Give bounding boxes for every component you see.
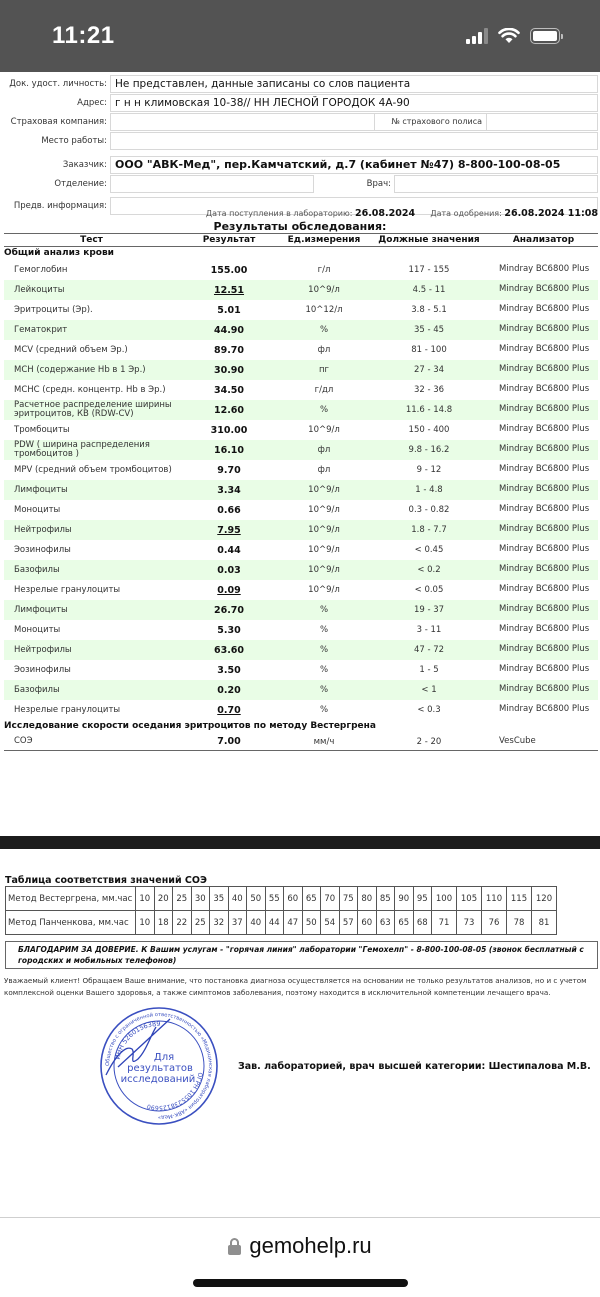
result-row [4,680,598,700]
insurance-field [110,113,375,131]
esr-value: 47 [284,911,303,935]
esr-value: 81 [532,911,557,935]
reference-range: 4.5 - 11 [412,285,446,295]
analyzer: Mindray BC6800 Plus [499,504,590,515]
unit: % [319,405,329,415]
esr-row [6,911,557,935]
result-value: 0.66 [217,504,241,516]
reference-range: 11.6 - 14.8 [405,405,453,415]
analyzer: Mindray BC6800 Plus [499,684,590,695]
result-row [4,600,598,620]
esr-value: 71 [432,911,457,935]
test-name: Нейтрофилы [14,644,72,655]
department-row [0,175,600,193]
esr-value: 110 [482,887,507,911]
lock-icon [228,1238,241,1255]
result-row [4,560,598,580]
result-value [179,285,279,296]
test-name: MCH (содержание Hb в 1 Эр.) [14,364,146,375]
cellular-signal-icon [466,28,488,44]
workplace-row [0,132,600,150]
policy-label: № страхового полиса [375,113,487,131]
result-row [4,620,598,640]
result-value: 30.90 [213,364,245,376]
status-bar [0,0,600,72]
esr-value: 80 [358,887,377,911]
unit: 10^9/л [308,285,340,295]
test-name: Эритроциты (Эр). [14,304,93,315]
department-label: Отделение: [54,179,107,189]
approved-date: 26.08.2024 11:08 [504,208,598,219]
patient-info [0,75,600,216]
test-name: СОЭ [14,736,33,746]
header-unit: Ед.измерения [287,235,361,245]
reference-range: 35 - 45 [413,325,445,335]
url-text[interactable]: gemohelp.ru [249,1233,372,1258]
analyzer: Mindray BC6800 Plus [499,484,590,495]
reference-range: 9.8 - 16.2 [408,445,450,455]
stamp-ogrn: ОГРН 1055238125690 [146,1071,204,1112]
test-name: Лимфоциты [14,484,68,495]
department-field [110,175,314,193]
result-value: 89.70 [213,344,245,356]
reference-range: 2 - 20 [416,736,442,747]
unit: 10^9/л [308,505,340,515]
result-row [4,440,598,460]
reference-range: 1.8 - 7.7 [411,525,447,535]
esr-value: 105 [457,887,482,911]
esr-value: 44 [265,911,284,935]
received-label: Дата поступления в лабораторию: [205,209,353,218]
result-row [4,580,598,600]
unit: % [319,325,329,335]
out-of-range-value: 0.09 [217,584,241,596]
esr-value: 60 [284,887,303,911]
result-value: 0.20 [217,684,241,696]
thanks-banner: БЛАГОДАРИМ ЗА ДОВЕРИЕ. К Вашим услугам - "горячая линия" лаборатории "Гемохелп" - 8-800-100-08-05 (звонок бесплатный с городских и мобильных телефонов) [5,941,598,969]
reference-range: 81 - 100 [411,345,447,355]
wifi-icon [498,28,520,44]
dates-line [0,208,600,219]
result-value [179,705,279,716]
address-bar[interactable] [0,1233,600,1259]
test-name: MPV (средний объем тромбоцитов) [14,464,172,475]
header-range: Должные значения [378,235,480,245]
esr-value: 95 [413,887,432,911]
result-value: 16.10 [213,444,245,456]
test-name: Расчетное распределение ширины эритроцитов, КВ (RDW-CV) [14,400,172,419]
analyzer: Mindray BC6800 Plus [499,544,590,555]
customer-field: ООО "АВК-Мед", пер.Камчатский, д.7 (кабинет №47) 8-800-100-08-05 [110,156,598,174]
analyzer: VesCube [499,735,536,746]
reference-range: 32 - 36 [413,385,445,395]
result-value: 0.44 [217,544,241,556]
reference-range: 19 - 37 [413,605,445,615]
result-value [179,525,279,536]
esr-value: 63 [376,911,395,935]
analyzer: Mindray BC6800 Plus [499,664,590,675]
esr-value: 32 [210,911,229,935]
esr-method-label: Метод Вестергрена, мм.час [6,887,136,911]
workplace-label: Место работы: [41,136,107,146]
home-indicator[interactable] [193,1279,408,1287]
result-value: 7.00 [217,736,241,747]
result-row [4,380,598,400]
esr-value: 40 [247,911,266,935]
unit: % [319,685,329,695]
result-row [4,420,598,440]
out-of-range-value: 7.95 [217,524,241,536]
result-value: 3.34 [217,484,241,496]
result-row [4,260,598,280]
analyzer: Mindray BC6800 Plus [499,464,590,475]
result-value: 44.90 [213,324,245,336]
esr-value: 55 [265,887,284,911]
results-title: Результаты обследования: [213,220,387,233]
esr-value: 75 [339,887,358,911]
esr-value: 120 [532,887,557,911]
result-row [4,500,598,520]
analyzer: Mindray BC6800 Plus [499,624,590,635]
result-row [4,360,598,380]
esr-value: 90 [395,887,414,911]
analyzer: Mindray BC6800 Plus [499,564,590,575]
reference-range: 47 - 72 [413,645,445,655]
customer-label: Заказчик: [62,160,107,170]
unit: 10^9/л [308,585,340,595]
esr-value: 50 [302,911,321,935]
lab-stamp [98,1005,220,1127]
id-doc-row [0,75,600,93]
unit: г/л [317,265,331,275]
esr-value: 57 [339,911,358,935]
analyzer: Mindray BC6800 Plus [499,704,590,715]
esr-value: 65 [395,911,414,935]
header-result: Результат [202,235,256,245]
result-row [4,700,598,720]
test-name: Нейтрофилы [14,524,72,535]
unit: % [319,645,329,655]
esr-value: 76 [482,911,507,935]
analyzer: Mindray BC6800 Plus [499,424,590,435]
stamp-inn: ИНН 5260156389 [113,1019,161,1061]
test-name: Незрелые гранулоциты [14,584,121,595]
esr-value: 10 [136,911,155,935]
result-value: 155.00 [210,264,248,276]
esr-value: 18 [154,911,173,935]
signer-name: Зав. лабораторией, врач высшей категории: Шестипалова М.В. [238,1061,591,1072]
test-name: Незрелые гранулоциты [14,704,121,715]
esr-value: 10 [136,887,155,911]
esr-value: 54 [321,911,340,935]
unit: 10^9/л [308,565,340,575]
unit: % [319,625,329,635]
approved-label: Дата одобрения: [430,209,502,218]
esr-table-title: Таблица соответствия значений СОЭ [5,875,207,886]
test-name: PDW ( ширина распределения тромбоцитов ) [14,440,150,459]
address-label: Адрес: [77,98,107,108]
result-value [179,585,279,596]
analyzer: Mindray BC6800 Plus [499,584,590,595]
address-field: г н н климовская 10-38// НН ЛЕСНОЙ ГОРОДОК 4А-90 [110,94,598,112]
stamp-line-1: Для [153,1052,175,1063]
doctor-label: Врач: [366,179,391,189]
result-value: 5.01 [217,304,241,316]
test-name: Лейкоциты [14,284,65,295]
reference-range: 3 - 11 [416,625,442,635]
esr-value: 115 [507,887,532,911]
esr-method-label: Метод Панченкова, мм.час [6,911,136,935]
esr-value: 22 [173,911,192,935]
unit: % [319,665,329,675]
reference-range: 3.8 - 5.1 [411,305,447,315]
section-heading: Общий анализ крови [4,248,114,258]
prelim-label: Предв. информация: [13,201,107,211]
test-name: Гематокрит [14,324,68,335]
result-value: 26.70 [213,604,245,616]
customer-row [0,156,600,174]
result-value: 5.30 [217,624,241,636]
analyzer: Mindray BC6800 Plus [499,344,590,355]
result-value: 3.50 [217,664,241,676]
result-row [4,340,598,360]
test-name: Базофилы [14,564,60,575]
unit: % [319,605,329,615]
reference-range: < 1 [421,685,437,695]
result-row [4,733,598,750]
test-name: Гемоглобин [14,264,68,275]
reference-range: 117 - 155 [408,265,450,275]
test-name: Моноциты [14,624,61,635]
esr-value: 40 [228,887,247,911]
header-analyzer: Анализатор [512,235,575,245]
unit: г/дл [314,385,334,395]
out-of-range-value: 12.51 [213,284,245,296]
received-date: 26.08.2024 [354,208,416,219]
reference-range: < 0.3 [417,705,441,715]
insurance-label: Страховая компания: [10,117,107,127]
esr-row [6,887,557,911]
doctor-field [394,175,598,193]
browser-bottom-bar [0,1217,600,1297]
workplace-field [110,132,598,150]
result-value: 310.00 [210,424,248,436]
reference-range: 1 - 4.8 [415,485,443,495]
clock: 11:21 [52,22,115,49]
test-name: Эозинофилы [14,544,71,555]
notice-text: Уважаемый клиент! Обращаем Ваше внимание, что постановка диагноза осуществляется на основании не только результатов анализов, но и с учетом комплексной оценки Вашего здоровья, а также симптомов заболевания, поэтому находится в исключительной компетенции лечащего врача. [4,976,587,997]
esr-value: 25 [173,887,192,911]
unit: 10^9/л [308,525,340,535]
out-of-range-value: 0.70 [217,704,241,716]
result-row [4,520,598,540]
esr-value: 35 [210,887,229,911]
result-row [4,460,598,480]
unit: 10^9/л [308,485,340,495]
esr-value: 30 [191,887,210,911]
unit: 10^9/л [308,425,340,435]
analyzer: Mindray BC6800 Plus [499,364,590,375]
unit: 10^12/л [305,305,343,315]
esr-value: 73 [457,911,482,935]
analyzer: Mindray BC6800 Plus [499,524,590,535]
test-name: Моноциты [14,504,61,515]
unit: мм/ч [313,736,335,747]
result-row [4,300,598,320]
unit: % [319,705,329,715]
test-name: Тромбоциты [14,424,70,435]
esr-value: 25 [191,911,210,935]
page-separator [0,836,600,849]
result-row [4,540,598,560]
esr-value: 50 [247,887,266,911]
analyzer: Mindray BC6800 Plus [499,604,590,615]
result-row [4,280,598,300]
header-test: Тест [80,235,103,245]
result-value: 63.60 [213,644,245,656]
analyzer: Mindray BC6800 Plus [499,404,590,415]
reference-range: 27 - 34 [413,365,445,375]
analyzer: Mindray BC6800 Plus [499,304,590,315]
results-header [4,234,598,247]
reference-range: < 0.2 [417,565,441,575]
analyzer: Mindray BC6800 Plus [499,284,590,295]
reference-range: 1 - 5 [419,665,439,675]
policy-field [487,113,598,131]
esr-value: 60 [358,911,377,935]
result-row [4,660,598,680]
section-heading: Исследование скорости оседания эритроцитов по методу Вестергрена [4,721,376,731]
test-name: Лимфоциты [14,604,68,615]
test-name: MCV (средний объем Эр.) [14,344,128,355]
analyzer: Mindray BC6800 Plus [499,644,590,655]
address-row [0,94,600,112]
reference-range: < 0.45 [414,545,444,555]
stamp-line-3: исследований [120,1074,196,1085]
test-name: Эозинофилы [14,664,71,675]
result-row [4,480,598,500]
unit: фл [317,465,331,475]
unit: 10^9/л [308,545,340,555]
result-value: 0.03 [217,564,241,576]
reference-range: 9 - 12 [416,465,442,475]
test-name: Базофилы [14,684,60,695]
esr-value: 85 [376,887,395,911]
result-value: 34.50 [213,384,245,396]
reference-range: 150 - 400 [408,425,450,435]
esr-value: 70 [321,887,340,911]
battery-icon [530,28,560,44]
result-value: 9.70 [217,464,241,476]
results-table [4,233,598,751]
esr-value: 78 [507,911,532,935]
esr-value: 68 [413,911,432,935]
stamp-line-2: результатов [127,1063,193,1074]
unit: фл [317,445,331,455]
analyzer: Mindray BC6800 Plus [499,324,590,335]
stamp-ring-text: Общество с ограниченной ответственностью «Медицинская лаборатория «АВК-Мед» [104,1011,214,1121]
id-doc-field: Не представлен, данные записаны со слов пациента [110,75,598,93]
esr-value: 65 [302,887,321,911]
insurance-row [0,113,600,131]
result-row [4,640,598,660]
analyzer: Mindray BC6800 Plus [499,444,590,455]
result-row [4,320,598,340]
esr-value: 100 [432,887,457,911]
results-body [4,247,598,750]
unit: фл [317,345,331,355]
esr-conversion-table [5,886,557,935]
analyzer: Mindray BC6800 Plus [499,264,590,275]
esr-value: 20 [154,887,173,911]
reference-range: 0.3 - 0.82 [408,505,450,515]
result-row [4,400,598,420]
reference-range: < 0.05 [414,585,444,595]
status-icons [466,28,560,44]
id-doc-label: Док. удост. личность: [9,79,107,89]
analyzer: Mindray BC6800 Plus [499,384,590,395]
test-name: MCHC (средн. концентр. Hb в Эр.) [14,384,166,395]
result-value: 12.60 [213,404,245,416]
esr-value: 37 [228,911,247,935]
unit: пг [318,365,330,375]
